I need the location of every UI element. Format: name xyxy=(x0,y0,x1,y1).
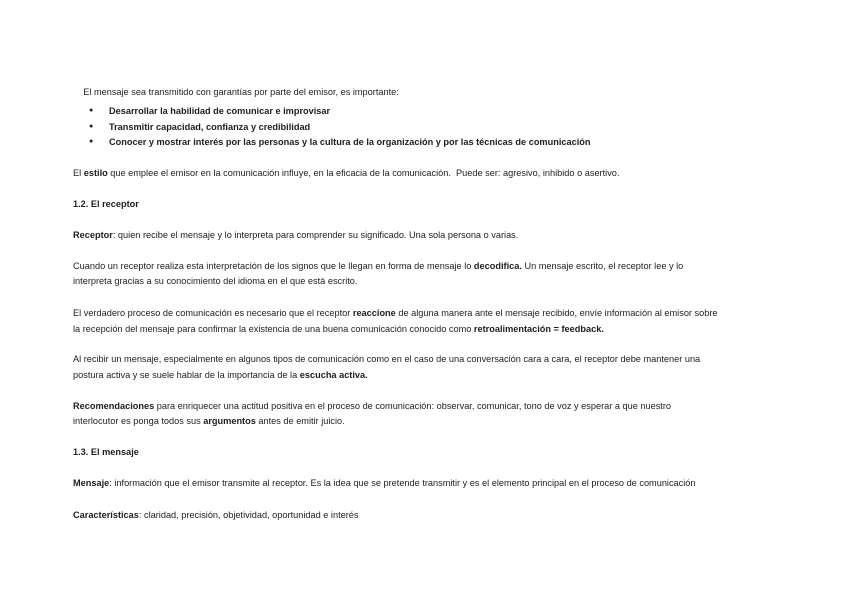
bullet-icon: ● xyxy=(89,107,94,114)
argumentos-term: argumentos xyxy=(203,416,256,426)
decodifica-post: Un mensaje escrito, el receptor lee y lo xyxy=(521,261,684,271)
receptor-definition xyxy=(73,229,518,241)
feedback-term: retroalimentación = feedback. xyxy=(473,324,604,334)
mensaje-term: Mensaje xyxy=(73,478,110,488)
caracteristicas-paragraph xyxy=(73,509,359,521)
bullet-icon: ● xyxy=(89,123,94,130)
intro-paragraph xyxy=(73,74,399,97)
intro-text: El mensaje sea transmitido con garantías por parte del emisor, es importante: xyxy=(83,87,399,97)
proceso-line2-pre: la recepción del mensaje para confirmar la existencia de una buena comunicación conocido como xyxy=(73,324,474,334)
escucha-term: escucha activa. xyxy=(299,370,368,380)
proceso-term: reaccione xyxy=(352,308,396,318)
escucha-line2-pre: postura activa y se suele hablar de la importancia de la xyxy=(73,370,300,380)
recomendaciones-line2-post: antes de emitir juicio. xyxy=(255,416,345,426)
recomendaciones-line2-pre: interlocutor es ponga todos sus xyxy=(73,416,204,426)
estilo-post: que emplee el emisor en la comunicación influye, en la eficacia de la comunicación. Puede ser: agresivo, inhibido o asertivo. xyxy=(107,168,620,178)
caracteristicas-text: : claridad, precisión, objetividad, oportunidad e interés xyxy=(138,510,359,520)
mensaje-text: : información que el emisor transmite al receptor. Es la idea que se pretende transmitir y es el elemento principal en el proceso de comunicación xyxy=(109,478,696,488)
recomendaciones-post: para enriquecer una actitud positiva en el proceso de comunicación: observar, comunicar, tono de voz y esperar a que nuestro xyxy=(154,401,672,411)
proceso-pre: El verdadero proceso de comunicación es necesario que el receptor xyxy=(73,308,353,318)
proceso-line-1 xyxy=(73,307,718,319)
decodifica-pre: Cuando un receptor realiza esta interpretación de los signos que le llegan en forma de mensaje lo xyxy=(73,261,474,271)
bullet-text: Transmitir capacidad, confianza y credibilidad xyxy=(109,122,311,132)
section-heading-receptor: 1.2. El receptor xyxy=(73,199,139,209)
receptor-term: Receptor xyxy=(73,230,113,240)
escucha-line-2 xyxy=(73,369,368,381)
bullet-text: Desarrollar la habilidad de comunicar e improvisar xyxy=(109,106,331,116)
recomendaciones-line-1 xyxy=(73,400,671,412)
mensaje-definition xyxy=(73,477,696,489)
estilo-paragraph xyxy=(73,167,619,179)
decodifica-line-1 xyxy=(73,260,683,272)
bullet-text: Conocer y mostrar interés por las personas y la cultura de la organización y por las técnicas de comunicación xyxy=(109,137,591,147)
recomendaciones-line-2 xyxy=(73,415,345,427)
caracteristicas-term: Características xyxy=(73,510,139,520)
estilo-pre: El xyxy=(73,168,84,178)
receptor-text: : quien recibe el mensaje y lo interpreta para comprender su significado. Una sola persona o varias. xyxy=(112,230,519,240)
recomendaciones-term: Recomendaciones xyxy=(73,401,155,411)
section-heading-mensaje: 1.3. El mensaje xyxy=(73,447,139,457)
proceso-line-2 xyxy=(73,323,604,335)
decodifica-term: decodifica. xyxy=(473,261,522,271)
proceso-post: de alguna manera ante el mensaje recibido, envíe información al emisor sobre xyxy=(395,308,718,318)
bullet-icon: ● xyxy=(89,138,94,145)
estilo-term: estilo xyxy=(83,168,108,178)
decodifica-line-2: interpreta gracias a su conocimiento del idioma en el que está escrito. xyxy=(73,276,358,286)
escucha-line-1: Al recibir un mensaje, especialmente en algunos tipos de comunicación como en el caso de una conversación cara a cara, el receptor debe mantener una xyxy=(73,354,701,364)
